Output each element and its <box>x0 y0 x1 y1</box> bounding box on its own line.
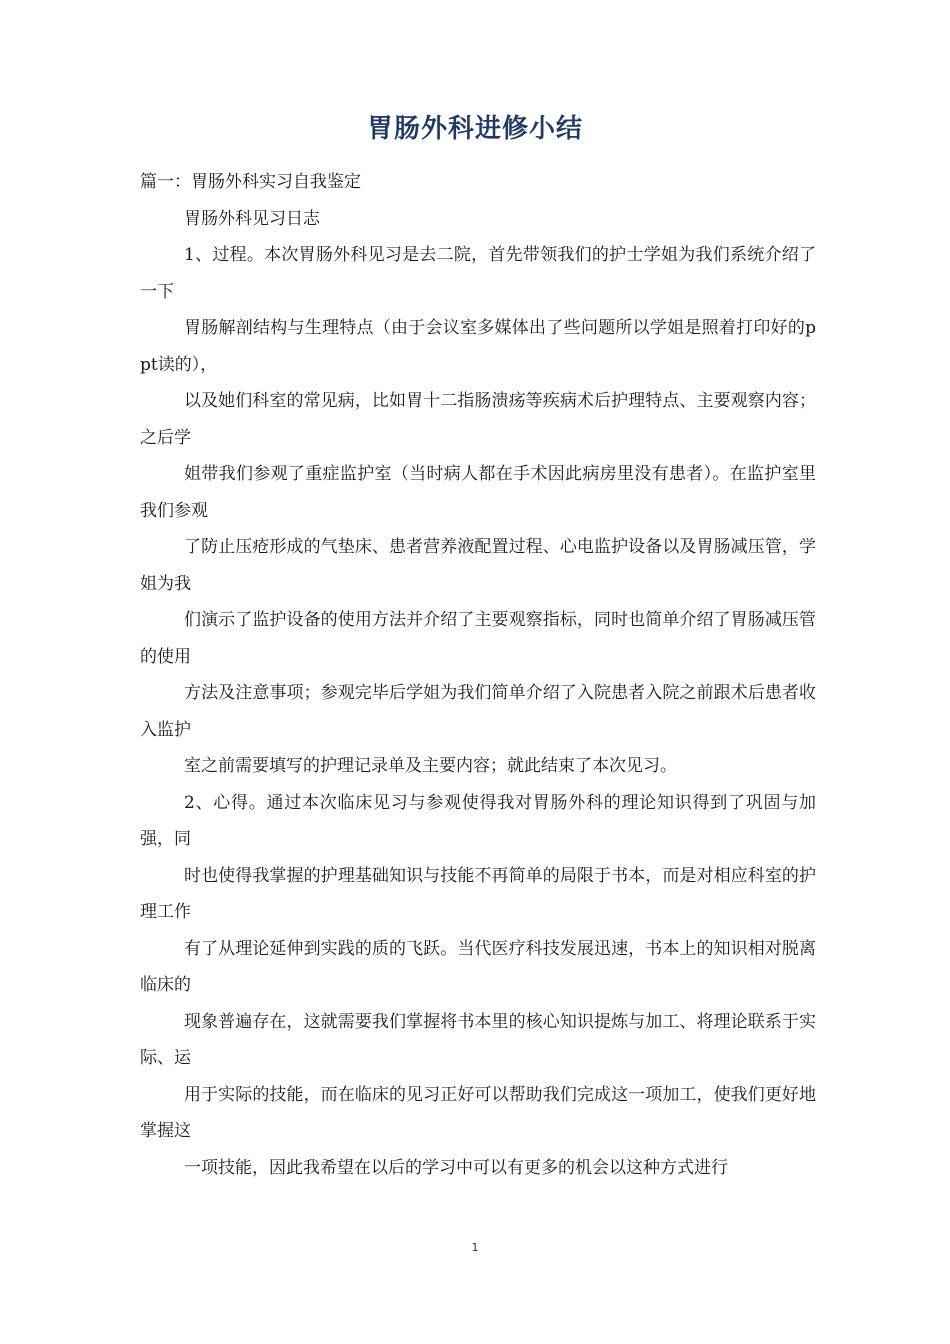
paragraph: 胃肠解剖结构与生理特点（由于会议室多媒体出了些问题所以学姐是照着打印好的ppt读的）， <box>140 318 816 375</box>
paragraph: 以及她们科室的常见病，比如胃十二指肠溃疡等疾病术后护理特点、主要观察内容；之后学 <box>140 391 816 448</box>
page-title: 胃肠外科进修小结 <box>366 114 583 144</box>
paragraph: 时也使得我掌握的护理基础知识与技能不再简单的局限于书本，而是对相应科室的护理工作 <box>140 865 816 922</box>
paragraph: 1、过程。本次胃肠外科见习是去二院，首先带领我们的护士学姐为我们系统介绍了一下 <box>140 245 816 302</box>
section-heading: 篇一：胃肠外科实习自我鉴定 <box>140 172 361 192</box>
paragraph: 2、心得。通过本次临床见习与参观使得我对胃肠外科的理论知识得到了巩固与加强，同 <box>140 792 816 849</box>
page-number: 1 <box>471 1241 479 1254</box>
document-body <box>140 164 816 1186</box>
paragraph: 姐带我们参观了重症监护室（当时病人都在手术因此病房里没有患者）。在监护室里我们参观 <box>140 464 816 521</box>
paragraph: 室之前需要填写的护理记录单及主要内容；就此结束了本次见习。 <box>184 756 677 776</box>
paragraph: 胃肠外科见习日志 <box>184 208 320 229</box>
paragraph: 现象普遍存在，这就需要我们掌握将书本里的核心知识提炼与加工、将理论联系于实际、运 <box>140 1011 816 1068</box>
paragraph: 有了从理论延伸到实践的质的飞跃。当代医疗科技发展迅速，书本上的知识相对脱离临床的 <box>140 938 816 995</box>
paragraph: 用于实际的技能，而在临床的见习正好可以帮助我们完成这一项加工，使我们更好地掌握这 <box>140 1084 816 1141</box>
paragraph: 们演示了监护设备的使用方法并介绍了主要观察指标，同时也简单介绍了胃肠减压管的使用 <box>140 610 816 667</box>
paragraph: 一项技能，因此我希望在以后的学习中可以有更多的机会以这种方式进行 <box>184 1157 728 1178</box>
paragraph: 方法及注意事项；参观完毕后学姐为我们简单介绍了入院患者入院之前跟术后患者收入监护 <box>140 683 816 740</box>
paragraph: 了防止压疮形成的气垫床、患者营养液配置过程、心电监护设备以及胃肠减压管，学姐为我 <box>140 537 816 594</box>
